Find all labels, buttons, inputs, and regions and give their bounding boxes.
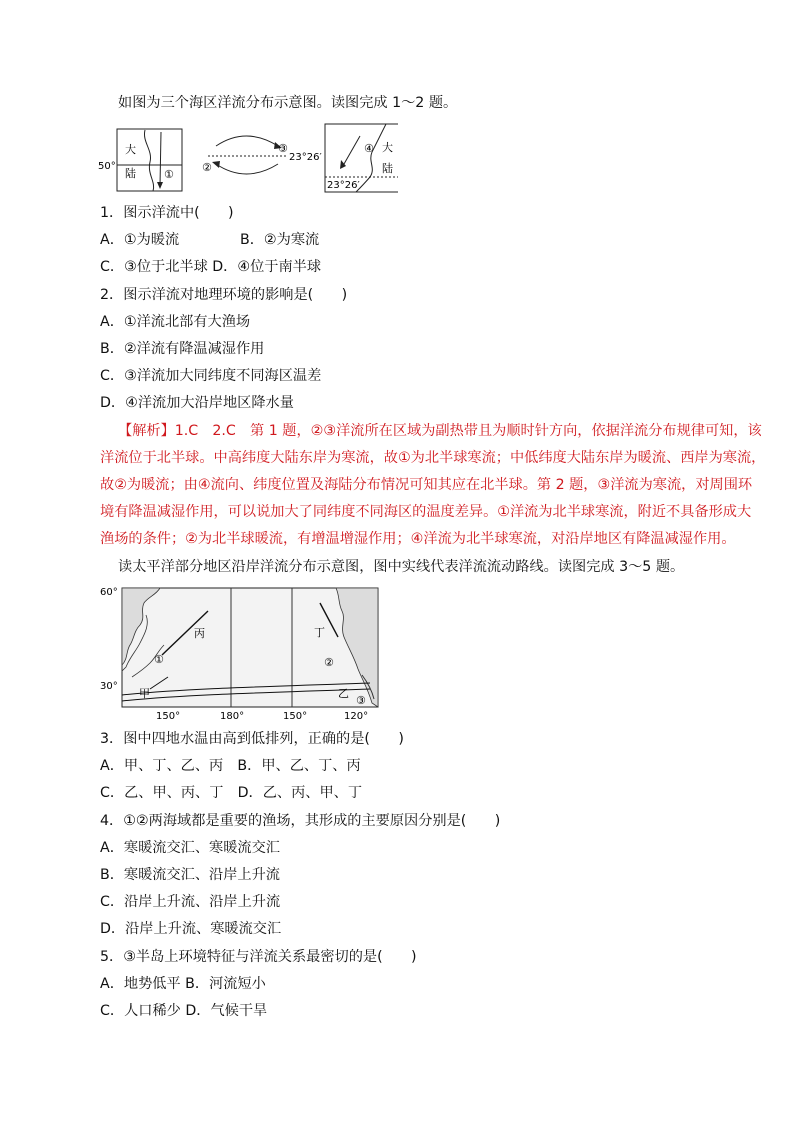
- analysis-line-2: 洋流位于北半球。中高纬度大陆东岸为寒流，故①为北半球寒流；中低纬度大陆东岸为暖流、西岸为寒流，: [100, 450, 766, 466]
- map-label-yi: 乙: [338, 687, 349, 700]
- question-5-options-cd: C．人口稀少 D．气候干旱: [100, 1003, 268, 1019]
- lat-label-23-right: 23°26′: [327, 180, 360, 191]
- question-2-option-c: C．③洋流加大同纬度不同海区温差: [100, 368, 322, 384]
- question-2-option-b: B．②洋流有降温减湿作用: [100, 341, 265, 357]
- land-label-2: 陆: [125, 167, 136, 180]
- lat-label-50: 50°: [98, 161, 116, 172]
- lat-label-23-middle: 23°26′: [289, 152, 322, 163]
- analysis-line-1: [118, 421, 762, 441]
- land-label-2-right: 陆: [382, 162, 393, 175]
- analysis-text-1: 1.C 2.C 第 1 题，②③洋流所在区域为副热带且为顺时针方向，依据洋流分布规律可知，该: [174, 423, 762, 439]
- map-lon-120: 120°: [344, 711, 369, 720]
- current-label-3: ③: [278, 142, 288, 155]
- diagram-middle: [202, 136, 322, 174]
- intro-text-2: 读太平洋部分地区沿岸洋流分布示意图，图中实线代表洋流流动路线。读图完成 3～5 题。: [118, 559, 685, 575]
- question-4-option-d: D．沿岸上升流、寒暖流交汇: [100, 921, 282, 937]
- question-2-option-a: A．①洋流北部有大渔场: [100, 314, 251, 330]
- map-label-ding: 丁: [314, 626, 325, 639]
- intro-text: 如图为三个海区洋流分布示意图。读图完成 1～2 题。: [118, 95, 458, 111]
- analysis-line-4: 境有降温减湿作用，可以说加大了同纬度不同海区的温度差异。①洋流为北半球寒流，附近不具备形成大: [100, 504, 752, 520]
- map-label-bing: 丙: [194, 627, 205, 640]
- current-label-1: ①: [164, 168, 174, 181]
- map-lat-60: 60°: [100, 587, 118, 598]
- question-2-stem: 2．图示洋流对地理环境的影响是( ): [100, 287, 348, 303]
- question-4-option-a: A．寒暖流交汇、寒暖流交汇: [100, 840, 280, 856]
- current-label-2: ②: [202, 161, 212, 174]
- question-1-option-b: B．②为寒流: [240, 232, 320, 248]
- question-4-option-b: B．寒暖流交汇、沿岸上升流: [100, 867, 280, 883]
- pacific-current-map: [100, 585, 390, 720]
- question-3-options-cd: C．乙、甲、丙、丁 D．乙、丙、甲、丁: [100, 785, 363, 801]
- question-3-stem: 3．图中四地水温由高到低排列，正确的是( ): [100, 731, 404, 747]
- map-current-2: ②: [324, 656, 334, 669]
- question-4-option-c: C．沿岸上升流、沿岸上升流: [100, 894, 281, 910]
- land-label-1-right: 大: [382, 141, 393, 154]
- land-label-1: 大: [125, 143, 136, 156]
- map-lon-180: 180°: [220, 711, 245, 720]
- map-current-3: ③: [356, 694, 366, 707]
- diagram-left: [98, 129, 182, 191]
- map-lon-150-west: 150°: [156, 711, 181, 720]
- ocean-current-figure-1: [98, 122, 398, 194]
- question-1-option-a: A．①为暖流: [100, 232, 180, 248]
- current-label-4: ④: [364, 142, 374, 155]
- question-5-stem: 5．③半岛上环境特征与洋流关系最密切的是( ): [100, 949, 417, 965]
- question-4-stem: 4．①②两海域都是重要的渔场，其形成的主要原因分别是( ): [100, 813, 501, 829]
- map-lon-150-east: 150°: [283, 711, 308, 720]
- question-2-option-d: D．④洋流加大沿岸地区降水量: [100, 395, 294, 411]
- map-current-1: ①: [154, 653, 164, 666]
- question-1-stem: 1．图示洋流中( ): [100, 205, 234, 221]
- analysis-tag: 【解析】: [118, 423, 175, 439]
- analysis-line-5: 渔场的条件；②为北半球暖流，有增温增湿作用；④洋流为北半球寒流，对沿岸地区有降温减湿作用。: [100, 531, 736, 547]
- analysis-line-3: 故②为暖流；由④流向、纬度位置及海陆分布情况可知其应在北半球。第 2 题，③洋流为寒流，对周围环: [100, 477, 753, 493]
- map-lat-30: 30°: [100, 681, 118, 692]
- question-3-options-ab: A．甲、丁、乙、丙 B．甲、乙、丁、丙: [100, 758, 361, 774]
- map-label-jia: 甲: [139, 687, 150, 700]
- question-1-options-cd: C．③位于北半球 D．④位于南半球: [100, 259, 322, 275]
- question-5-options-ab: A．地势低平 B．河流短小: [100, 976, 266, 992]
- diagram-right: [325, 124, 398, 192]
